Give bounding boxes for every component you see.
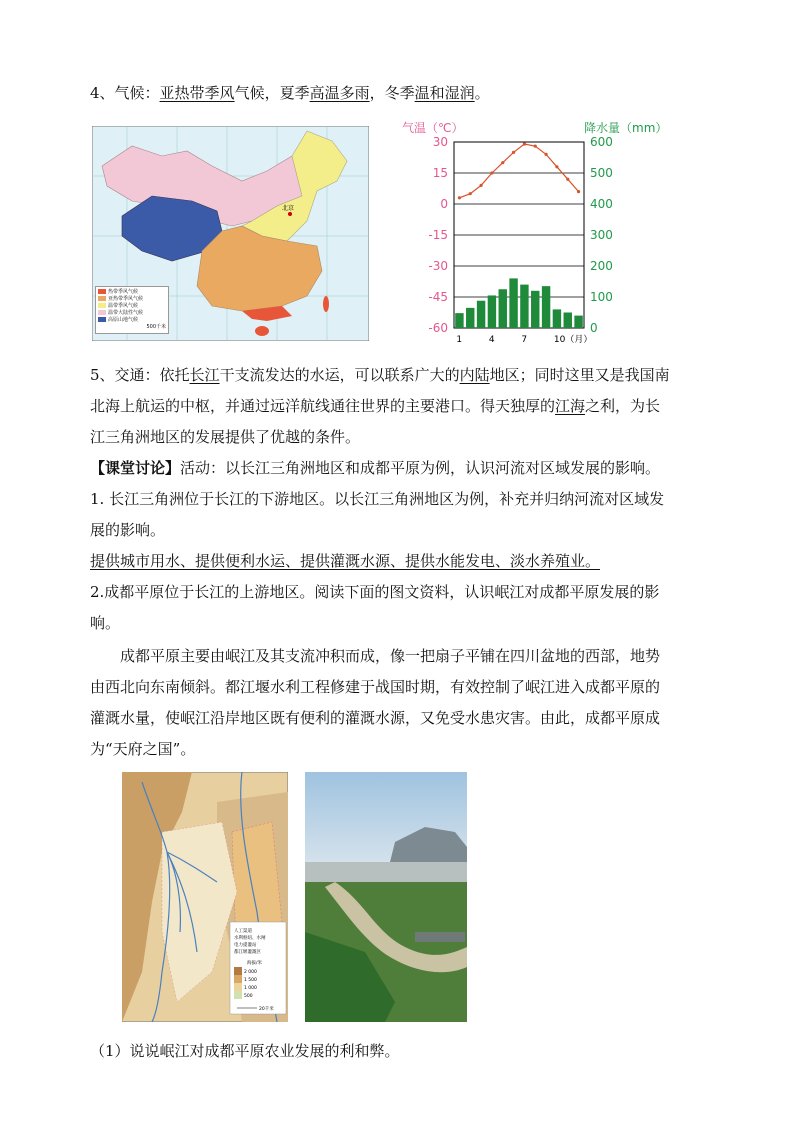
left-tick-label: 0	[440, 197, 448, 211]
precip-bar	[531, 291, 539, 328]
discussion-heading: 【课堂讨论】活动：以长江三角洲地区和成都平原为例，认识河流对区域发展的影响。	[90, 459, 661, 477]
svg-text:1 500: 1 500	[244, 978, 257, 983]
left-tick-label: -30	[428, 259, 448, 273]
right-tick-label: 0	[590, 321, 598, 335]
precip-bar	[509, 278, 517, 328]
question-1: 1. 长江三角洲位于长江的下游地区。以长江三角洲地区为例，补充并归纳河流对区域发 展的影响。 提供城市用水、提供便利水运、提供灌溉水源、提供水能发电、淡水养殖业。	[90, 484, 705, 577]
left-tick-label: -15	[428, 228, 448, 242]
temperature-point	[458, 196, 461, 199]
temperature-point	[577, 190, 580, 193]
precip-bar	[488, 295, 496, 328]
left-tick-label: -60	[428, 321, 448, 335]
temperature-point	[555, 165, 558, 168]
climate-line: 4、气候：亚热带季风气候，夏季高温多雨，冬季温和湿润。	[90, 84, 490, 102]
left-tick-label: -45	[428, 290, 448, 304]
precip-bar	[455, 313, 463, 328]
right-tick-label: 300	[590, 228, 613, 242]
temperature-point	[479, 184, 482, 187]
temperature-point	[544, 153, 547, 156]
final-question: （1）说说岷江对成都平原农业发展的利和弊。	[90, 1042, 400, 1060]
svg-text:都江堰灌溉区: 都江堰灌溉区	[234, 950, 261, 955]
temperature-point	[512, 151, 515, 154]
right-tick-label: 200	[590, 259, 613, 273]
x-tick-label: 4	[488, 335, 495, 345]
temperature-point	[490, 171, 493, 174]
left-tick-label: 30	[432, 135, 448, 149]
temperature-point	[534, 145, 537, 148]
precip-bar	[520, 285, 528, 328]
left-axis-label: 气温（℃）	[402, 121, 464, 135]
temperature-line	[459, 144, 578, 198]
precip-bar	[499, 289, 507, 328]
svg-text:1 000: 1 000	[244, 986, 257, 991]
traffic-paragraph: 5、交通：依托长江干支流发达的水运，可以联系广大的内陆地区；同时这里又是我国南 北海上航运的中枢，并通过远洋航线通往世界的主要港口。得天独厚的江海之利，为长 江三角洲地区的发展提供了优越的条件。	[90, 366, 670, 446]
right-tick-label: 500	[590, 166, 613, 180]
svg-text:电力提灌站: 电力提灌站	[234, 943, 257, 948]
x-tick-label: 10（月）	[553, 335, 593, 345]
dujiangyan-photo	[305, 772, 467, 1022]
question-1-answer: 提供城市用水、提供便利水运、提供灌溉水源、提供水能发电、淡水养殖业。	[90, 552, 601, 570]
right-tick-label: 100	[590, 290, 613, 304]
chengdu-map	[122, 772, 288, 1022]
temperature-point	[523, 142, 526, 145]
climate-map-legend: 热带季风气候 亚热带季风气候 温带季风气候 温带大陆性气候 高原山地气候 500千米	[95, 286, 169, 334]
left-tick-label: 15	[432, 166, 448, 180]
precip-bar	[564, 313, 572, 329]
china-climate-map	[92, 126, 369, 341]
precip-bar	[477, 301, 485, 328]
temperature-point	[469, 192, 472, 195]
temperature-point	[501, 161, 504, 164]
svg-text:20千米: 20千米	[259, 1007, 274, 1012]
precip-bar	[574, 316, 582, 328]
x-tick-label: 1	[456, 335, 463, 345]
right-axis-label: 降水量（mm）	[584, 121, 668, 135]
climate-chart	[398, 118, 698, 346]
svg-text:水利枢纽、水闸: 水利枢纽、水闸	[234, 936, 266, 941]
precip-bar	[542, 286, 550, 328]
right-tick-label: 400	[590, 197, 613, 211]
passage: 成都平原主要由岷江及其支流冲积而成，像一把扇子平铺在四川盆地的西部，地势 由西北向东南倾斜。都江堰水利工程修建于战国时期，有效控制了岷江进入成都平原的 灌溉水量，使岷江沿岸地区既有便利的灌溉水源，又免受水患灾害。由此，成都平原成 为“天府之国”。	[90, 647, 661, 758]
precip-bar	[553, 309, 561, 328]
svg-text:海拔/米: 海拔/米	[247, 961, 263, 966]
svg-text:人工渠道: 人工渠道	[234, 929, 252, 934]
beijing-label: 北京	[282, 205, 295, 212]
question-2: 2.成都平原位于长江的上游地区。阅读下面的图文资料，认识岷江对成都平原发展的影 响。	[90, 583, 660, 632]
svg-text:2 000: 2 000	[244, 970, 257, 975]
temperature-point	[566, 178, 569, 181]
precip-bar	[466, 308, 474, 328]
right-tick-label: 600	[590, 135, 613, 149]
svg-text:500: 500	[244, 994, 253, 999]
x-tick-label: 7	[521, 335, 528, 345]
